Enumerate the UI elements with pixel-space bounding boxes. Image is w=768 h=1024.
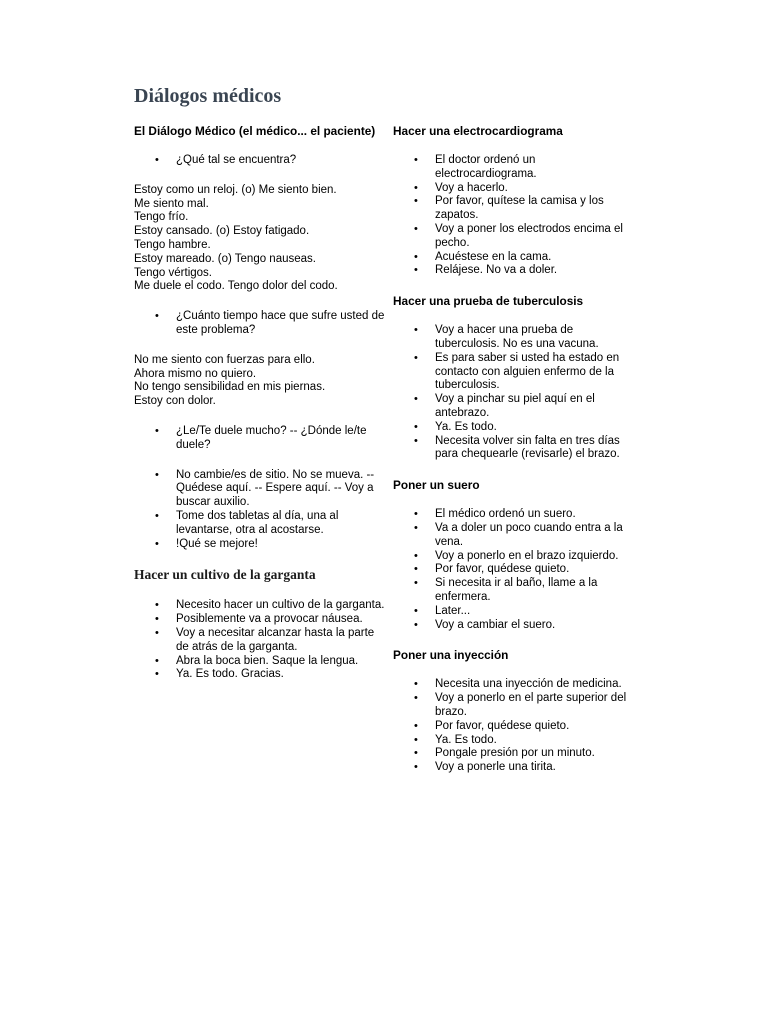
list-item: • Por favor, quédese quieto. [393, 720, 638, 734]
text-line: Ahora mismo no quiero. [134, 367, 257, 380]
list-item: • Por favor, quítese la camisa y los zapatos. [393, 195, 638, 223]
list-item: • Ya. Es todo. Gracias. [134, 668, 386, 682]
text-line: No me siento con fuerzas para ello. [134, 353, 315, 366]
list-item: • Es para saber si usted ha estado en contacto con alguien enfermo de la tuberculosis. [393, 352, 638, 393]
text-line: Estoy con dolor. [134, 395, 216, 408]
list-item: • Necesito hacer un cultivo de la garganta. [134, 599, 386, 613]
question-list-1 [134, 154, 386, 168]
answers-paragraph-1 [134, 184, 386, 294]
suero-list [393, 508, 638, 632]
section-heading-suero: Poner un suero [393, 478, 480, 493]
cultivo-list [134, 599, 386, 682]
list-item: • El doctor ordenó un electrocardiograma. [393, 154, 638, 182]
list-item: • Voy a pinchar su piel aquí en el antebrazo. [393, 393, 638, 421]
text-line: Me siento mal. [134, 197, 209, 210]
left-column [134, 124, 386, 682]
list-item: • Voy a necesitar alcanzar hasta la parte de atrás de la garganta. [134, 627, 386, 655]
section-heading-cultivo: Hacer un cultivo de la garganta [134, 567, 316, 583]
list-item: • ¿Cuánto tiempo hace que sufre usted de este problema? [134, 310, 386, 338]
text-line: Estoy mareado. (o) Tengo nauseas. [134, 252, 316, 265]
list-item: • Voy a hacerlo. [393, 182, 638, 196]
list-item: • Voy a ponerlo en el brazo izquierdo. [393, 550, 638, 564]
text-line: Tengo vértigos. [134, 266, 212, 279]
list-item: • Tome dos tabletas al día, una al levantarse, otra al acostarse. [134, 510, 386, 538]
question-list-3 [134, 425, 386, 453]
list-item: • Necesita volver sin falta en tres días para chequearle (revisarle) el brazo. [393, 435, 638, 463]
text-line: Estoy como un reloj. (o) Me siento bien. [134, 183, 337, 196]
instruction-list [134, 469, 386, 552]
list-item: • Voy a ponerle una tirita. [393, 761, 638, 775]
list-item: • Ya. Es todo. [393, 421, 638, 435]
answers-paragraph-2 [134, 354, 386, 409]
list-item: • Posiblemente va a provocar náusea. [134, 613, 386, 627]
section-heading-inyeccion: Poner una inyección [393, 648, 509, 663]
list-item: • ¿Qué tal se encuentra? [134, 154, 386, 168]
section-heading-dialogo: El Diálogo Médico (el médico... el paciente) [134, 124, 376, 138]
list-item: • No cambie/es de sitio. No se mueva. -- Quédese aquí. -- Espere aquí. -- Voy a buscar auxilio. [134, 469, 386, 510]
list-item: • Voy a hacer una prueba de tuberculosis. No es una vacuna. [393, 324, 638, 352]
list-item: • Va a doler un poco cuando entra a la vena. [393, 522, 638, 550]
section-heading-tuberculosis: Hacer una prueba de tuberculosis [393, 294, 584, 309]
right-column [393, 124, 638, 775]
list-item: • ¿Le/Te duele mucho? -- ¿Dónde le/te duele? [134, 425, 386, 453]
list-item: • Pongale presión por un minuto. [393, 747, 638, 761]
list-item: • Later... [393, 605, 638, 619]
electro-list [393, 154, 638, 278]
list-item: • !Qué se mejore! [134, 538, 386, 552]
list-item: • Abra la boca bien. Saque la lengua. [134, 655, 386, 669]
list-item: • Necesita una inyección de medicina. [393, 678, 638, 692]
list-item: • Por favor, quédese quieto. [393, 563, 638, 577]
list-item: • Voy a poner los electrodos encima el pecho. [393, 223, 638, 251]
tuberculosis-list [393, 324, 638, 462]
list-item: • Si necesita ir al baño, llame a la enfermera. [393, 577, 638, 605]
list-item: • El médico ordenó un suero. [393, 508, 638, 522]
text-line: Estoy cansado. (o) Estoy fatigado. [134, 225, 310, 238]
text-line: No tengo sensibilidad en mis piernas. [134, 381, 326, 394]
page-title: Diálogos médicos [134, 85, 282, 107]
section-heading-electro: Hacer una electrocardiograma [393, 124, 563, 138]
list-item: • Relájese. No va a doler. [393, 264, 638, 278]
list-item: • Voy a cambiar el suero. [393, 619, 638, 633]
list-item: • Acuéstese en la cama. [393, 251, 638, 265]
text-line: Tengo hambre. [134, 238, 211, 251]
inyeccion-list [393, 678, 638, 775]
text-line: Tengo frío. [134, 211, 189, 224]
question-list-2 [134, 310, 386, 338]
list-item: • Ya. Es todo. [393, 734, 638, 748]
list-item: • Voy a ponerlo en el parte superior del brazo. [393, 692, 638, 720]
text-line: Me duele el codo. Tengo dolor del codo. [134, 280, 338, 293]
